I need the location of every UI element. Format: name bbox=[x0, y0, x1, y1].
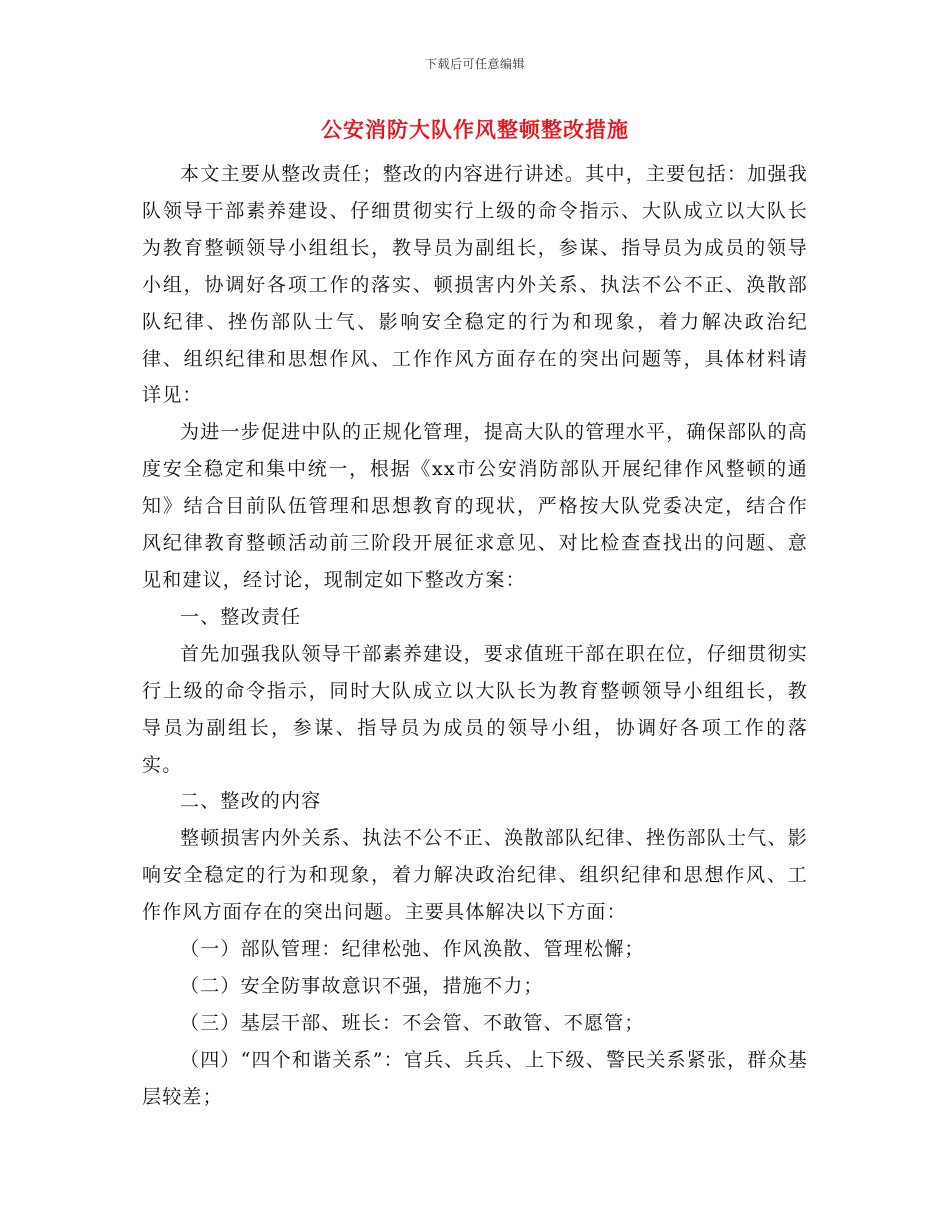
list-item-1: （一）部队管理：纪律松弛、作风涣散、管理松懈； bbox=[180, 938, 645, 961]
paragraph-purpose: 为进一步促进中队的正规化管理，提高大队的管理水平，确保部队的高度安全稳定和集中统一，根据《xx市公安消防部队开展纪律作风整顿的通知》结合目前队伍管理和思想教育的现状，严格按大队党委决定，结合作风纪律教育整顿活动前三阶段开展征求意见、对比检查查找出的问题、意见和建议，经讨论，现制定如下整改方案： bbox=[142, 421, 808, 591]
paragraph-responsibility: 首先加强我队领导干部素养建设，要求值班干部在职在位，仔细贯彻实行上级的命令指示，同时大队成立以大队长为教育整顿领导小组组长，教导员为副组长，参谋、指导员为成员的领导小组，协调好各项工作的落实。 bbox=[142, 642, 808, 776]
list-item-3: （三）基层干部、班长：不会管、不敢管、不愿管； bbox=[180, 1011, 645, 1034]
document-body bbox=[142, 156, 808, 1116]
section-heading-content: 二、整改的内容 bbox=[180, 790, 322, 813]
list-item-4: （四）“四个和谐关系”：官兵、兵兵、上下级、警民关系紧张，群众基层较差； bbox=[142, 1048, 808, 1108]
document-title: 公安消防大队作风整顿整改措施 bbox=[321, 117, 629, 142]
list-item-2: （二）安全防事故意识不强，措施不力； bbox=[180, 974, 544, 997]
paragraph-summary: 本文主要从整改责任；整改的内容进行讲述。其中，主要包括：加强我队领导干部素养建设、仔细贯彻实行上级的命令指示、大队成立以大队长为教育整顿领导小组组长，教导员为副组长，参谋、指导员为成员的领导小组，协调好各项工作的落实、顿损害内外关系、执法不公不正、涣散部队纪律、挫伤部队士气、影响安全稳定的行为和现象，着力解决政治纪律、组织纪律和思想作风、工作作风方面存在的突出问题等，具体材料请详见： bbox=[142, 163, 808, 407]
section-heading-responsibility: 一、整改责任 bbox=[180, 605, 302, 628]
page-header-note: 下载后可任意编辑 bbox=[424, 57, 525, 71]
paragraph-content: 整顿损害内外关系、执法不公不正、涣散部队纪律、挫伤部队士气、影响安全稳定的行为和现象，着力解决政治纪律、组织纪律和思想作风、工作作风方面存在的突出问题。主要具体解决以下方面： bbox=[142, 827, 808, 924]
